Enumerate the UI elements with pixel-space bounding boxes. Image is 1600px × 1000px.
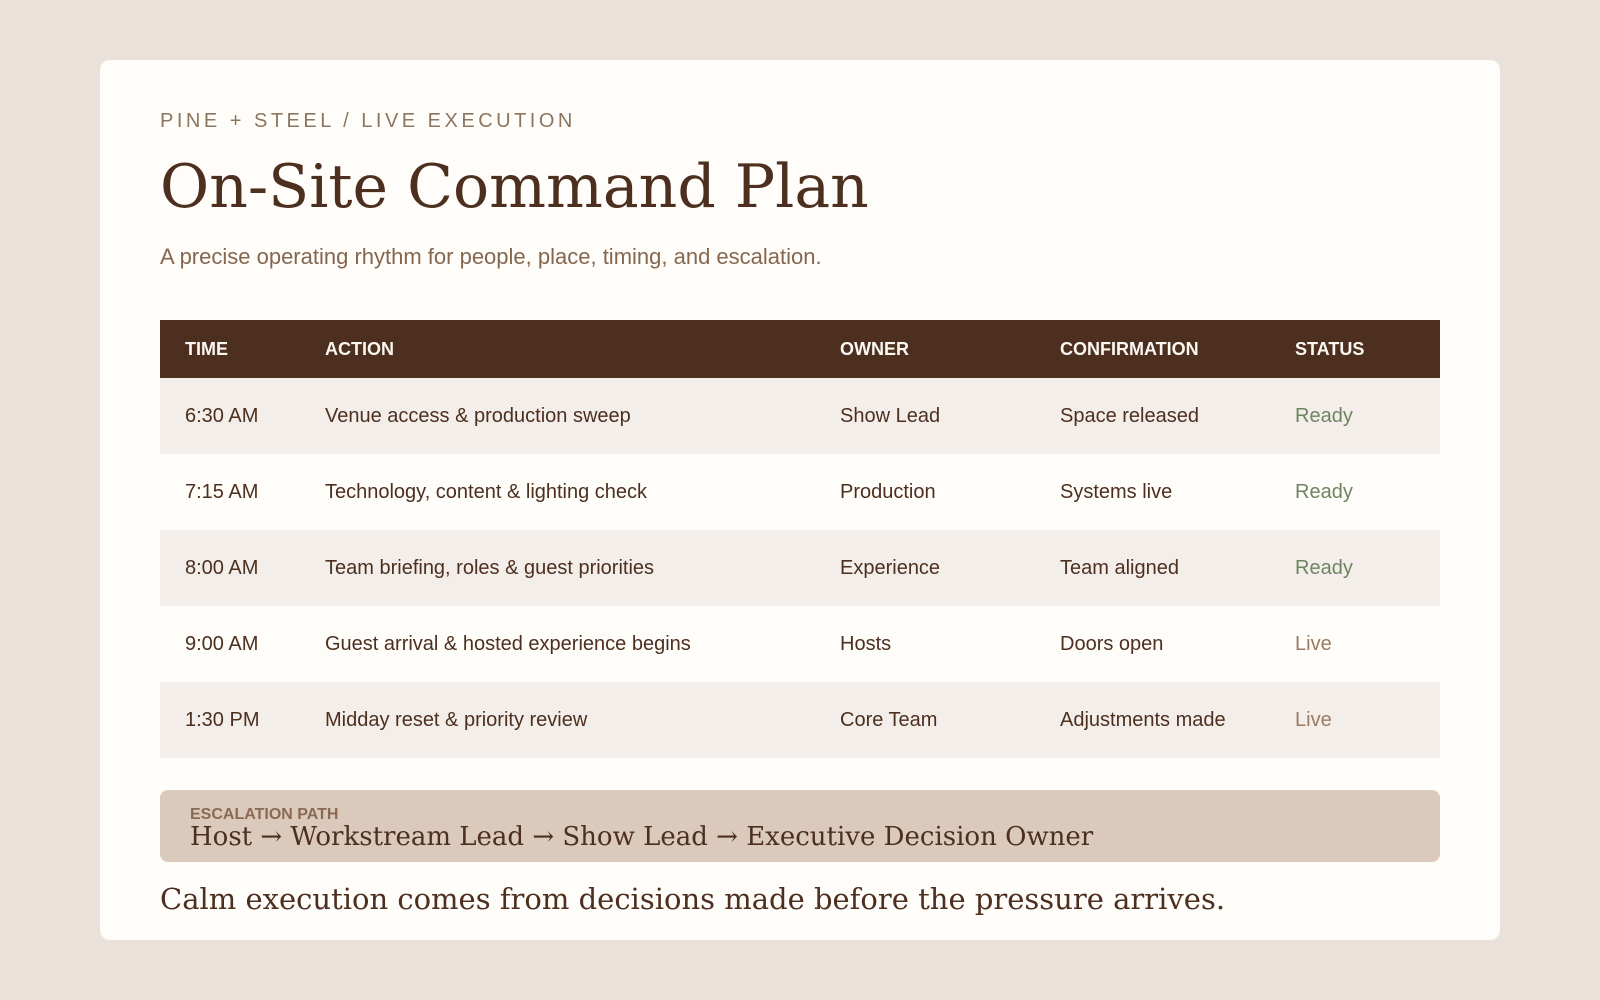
status-badge: Ready — [1295, 556, 1353, 579]
table-row — [160, 530, 1440, 606]
table-row — [160, 378, 1440, 454]
page-title: On-Site Command Plan — [160, 152, 869, 222]
cell-owner: Hosts — [840, 632, 892, 655]
cell-confirmation: Team aligned — [1060, 556, 1179, 579]
table-header — [160, 320, 1440, 378]
cell-confirmation: Systems live — [1060, 480, 1173, 503]
cell-time: 1:30 PM — [185, 708, 260, 731]
status-badge: Live — [1295, 632, 1332, 655]
cell-owner: Core Team — [840, 708, 938, 731]
cell-confirmation: Adjustments made — [1060, 708, 1226, 731]
cell-action: Venue access & production sweep — [325, 404, 631, 427]
escalation-path: Host → Workstream Lead → Show Lead → Executive Decision Owner — [190, 822, 1094, 852]
column-header-confirmation: CONFIRMATION — [1060, 338, 1199, 359]
cell-action: Technology, content & lighting check — [325, 480, 648, 503]
cell-action: Team briefing, roles & guest priorities — [325, 556, 655, 579]
schedule-table — [160, 320, 1440, 758]
cell-confirmation: Doors open — [1060, 632, 1164, 655]
cell-owner: Experience — [840, 556, 941, 579]
escalation-label: ESCALATION PATH — [190, 806, 339, 823]
column-header-action: ACTION — [325, 338, 394, 359]
closing-statement: Calm execution comes from decisions made before the pressure arrives. — [160, 882, 1226, 916]
table-row — [160, 454, 1440, 530]
status-badge: Ready — [1295, 404, 1353, 427]
cell-owner: Show Lead — [840, 404, 941, 427]
cell-time: 9:00 AM — [185, 632, 259, 655]
status-badge: Live — [1295, 708, 1332, 731]
column-header-owner: OWNER — [840, 338, 909, 359]
cell-owner: Production — [840, 480, 936, 503]
page-subtitle: A precise operating rhythm for people, place, timing, and escalation. — [160, 244, 822, 269]
column-header-status: STATUS — [1295, 338, 1365, 359]
cell-action: Midday reset & priority review — [325, 708, 588, 731]
cell-time: 8:00 AM — [185, 556, 259, 579]
cell-time: 7:15 AM — [185, 480, 259, 503]
command-plan-card — [100, 60, 1500, 940]
table-row — [160, 682, 1440, 758]
cell-action: Guest arrival & hosted experience begins — [325, 632, 691, 655]
cell-confirmation: Space released — [1060, 404, 1199, 427]
table-row — [160, 606, 1440, 682]
status-badge: Ready — [1295, 480, 1353, 503]
column-header-time: TIME — [185, 338, 228, 359]
eyebrow-label: PINE + STEEL / LIVE EXECUTION — [160, 110, 576, 132]
cell-time: 6:30 AM — [185, 404, 259, 427]
escalation-panel — [160, 790, 1440, 862]
